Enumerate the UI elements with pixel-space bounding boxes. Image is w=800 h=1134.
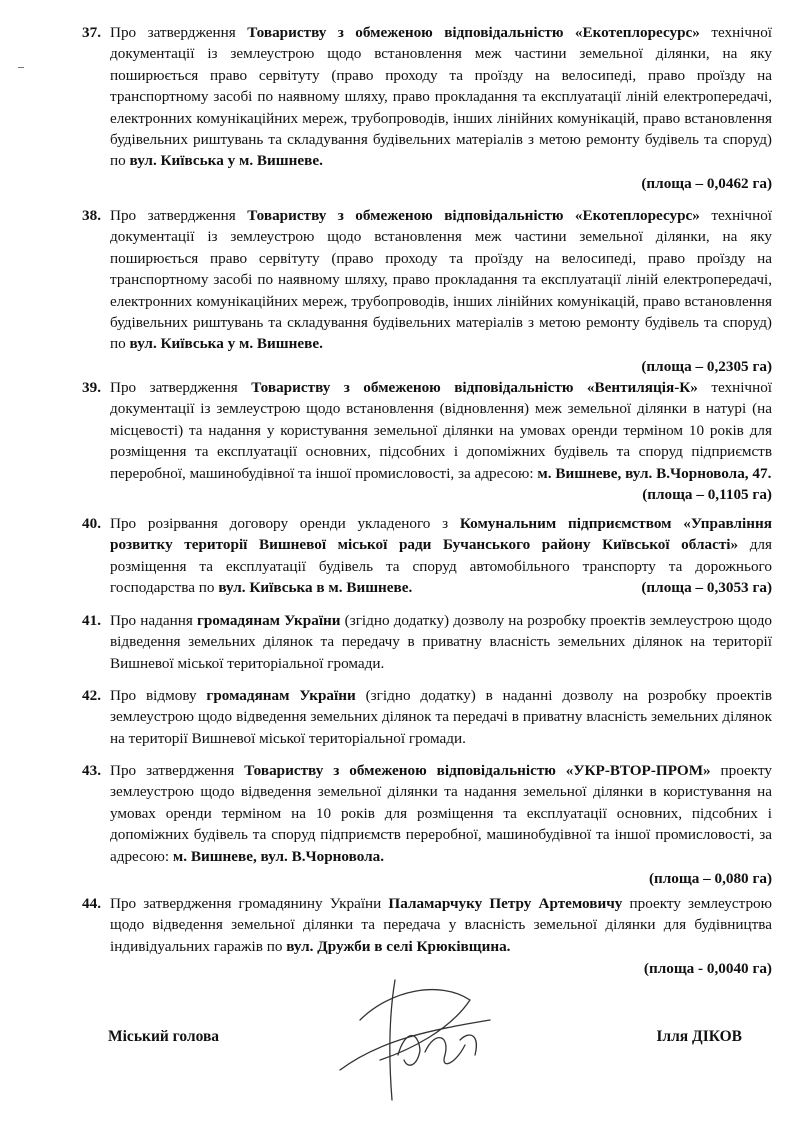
- item-plain-text: Про розірвання договору оренди укладеного з: [110, 515, 460, 532]
- item-text: [110, 377, 773, 504]
- item-text: [110, 610, 772, 674]
- item-plain-text: технічної документації із землеустрою щодо встановлення меж частини земельної ділянки, на яку поширюється право сервітуту (право проходу та проїзду на велосипеді, право проїзду на транспортному засобі по наявному шляху, право прокладання та експлуатації ліній електропередачі, електронних комунікаційних мереж, трубопроводів, інших лінійних комунікацій, право встановлення будівельних риштувань та складування будівельних матеріалів з метою ремонту будівель та споруд) по: [110, 207, 773, 353]
- item-bold-text: м. Вишневе, вул. В.Чорновола.: [172, 847, 385, 865]
- resolution-item: [82, 205, 772, 377]
- item-bold-text: вул. Київська у м. Вишневе.: [129, 335, 323, 353]
- item-bold-text: громадянам України: [196, 612, 341, 629]
- item-area: (площа – 0,0462 га): [641, 174, 772, 192]
- item-plain-text: Про затвердження: [110, 24, 248, 41]
- resolution-item: [82, 22, 772, 194]
- item-text: [110, 760, 772, 867]
- item-plain-text: (згідно додатку) в наданні дозволу на розробку проектів землеустрою щодо відведення земельних ділянок та передачі в приватну власність земельних ділянок на території Вишневої міської територіальної громади.: [110, 687, 772, 747]
- item-number: 40.: [82, 515, 101, 532]
- item-number: 42.: [82, 687, 101, 704]
- item-area: (площа – 0,080 га): [648, 870, 772, 888]
- item-plain-text: Про затвердження: [110, 379, 252, 396]
- margin-mark: [18, 67, 24, 68]
- item-plain-text: проекту землеустрою щодо відведення земельної ділянки та надання земельної ділянки в користування на умовах оренди терміном на 10 років для розміщення та експлуатації основних, підсобних і допоміжних будівель та споруд підприємств переробної, машинобудівної та іншої промисловості, за адресою:: [110, 762, 773, 865]
- item-number: 39.: [82, 379, 101, 396]
- item-bold-text: Товариству з обмеженою відповідальністю «Вентиляція-К»: [251, 379, 698, 396]
- item-bold-text: Паламарчуку Петру Артемовичу: [388, 895, 623, 912]
- item-bold-text: Товариству з обмеженою відповідальністю «Екотеплоресурс»: [247, 24, 700, 41]
- item-bold-text: вул. Дружби в селі Крюківщина.: [286, 937, 511, 955]
- item-number: 43.: [82, 762, 101, 779]
- item-bold-text: громадянам України: [206, 687, 356, 704]
- signatory-position: Міський голова: [108, 1028, 220, 1045]
- item-plain-text: проекту землеустрою щодо відведення земельної ділянки та передача у власність земельної ділянки для будівництва індивідуальних гаражів по: [110, 895, 772, 955]
- item-bold-text: вул. Київська в м. Вишневе.: [218, 579, 413, 597]
- item-bold-text: Товариству з обмеженою відповідальністю «УКР-ВТОР-ПРОМ»: [244, 762, 711, 779]
- resolution-item: [82, 513, 772, 599]
- item-plain-text: Про надання: [110, 612, 197, 629]
- item-bold-text: вул. Київська у м. Вишневе.: [129, 152, 323, 170]
- item-bold-text: Товариству з обмеженою відповідальністю «Екотеплоресурс»: [247, 207, 700, 224]
- item-text: [110, 685, 772, 749]
- resolution-item: [82, 610, 772, 674]
- signature-icon: [300, 960, 530, 1110]
- item-area: (площа - 0,0040 га): [643, 960, 772, 978]
- item-area: (площа – 0,2305 га): [641, 357, 772, 375]
- item-text: [110, 513, 772, 599]
- item-text: [110, 205, 772, 355]
- item-area: (площа – 0,1105 га): [642, 486, 772, 504]
- item-plain-text: Про затвердження громадянину України: [110, 895, 389, 912]
- item-plain-text: Про затвердження: [110, 207, 248, 224]
- item-plain-text: Про затвердження: [110, 762, 245, 779]
- item-text: [110, 893, 772, 957]
- item-number: 37.: [82, 24, 101, 41]
- item-plain-text: Про відмову: [110, 687, 207, 704]
- item-bold-text: Комунальним підприємством «Управління розвитку території Вишневої міської ради Бучанського району Київської області»: [110, 515, 772, 554]
- resolution-item: [82, 377, 772, 505]
- signatory-name: Ілля ДІКОВ: [656, 1028, 742, 1045]
- item-plain-text: технічної документації із землеустрою щодо встановлення меж частини земельної ділянки, на яку поширюється право сервітуту (право проходу та проїзду на велосипеді, право проїзду на транспортному засобі по наявному шляху, право прокладання та експлуатації ліній електропередачі, електронних комунікаційних мереж, трубопроводів, інших лінійних комунікацій, право встановлення будівельних риштувань та складування будівельних матеріалів з метою ремонту будівель та споруд) по: [110, 24, 773, 170]
- resolution-item: [82, 760, 772, 889]
- item-plain-text: технічної документації із землеустрою щодо встановлення (відновлення) меж земельної ділянки в натурі (на місцевості) та надання у користування земельної ділянки на умовах оренди терміном 10 років для розміщення та експлуатації основних, підсобних і допоміжних будівель та споруд підприємств переробної, машинобудівної та іншої промисловості, за адресою:: [110, 379, 773, 482]
- item-text: [110, 22, 772, 172]
- item-area: (площа – 0,3053 га): [641, 579, 772, 597]
- item-number: 41.: [82, 612, 101, 629]
- resolution-item: [82, 685, 772, 749]
- item-bold-text: м. Вишневе, вул. В.Чорновола, 47.: [537, 464, 772, 482]
- item-number: 38.: [82, 207, 101, 224]
- item-plain-text: для розміщення та експлуатації будівель та споруд автомобільного транспорту та дорожнього господарства по: [110, 536, 772, 597]
- item-number: 44.: [82, 895, 101, 912]
- item-plain-text: (згідно додатку) дозволу на розробку проектів землеустрою щодо відведення земельних ділянок та передачу в приватну власність земельних ділянок на території Вишневої міської територіальної громади.: [110, 612, 773, 672]
